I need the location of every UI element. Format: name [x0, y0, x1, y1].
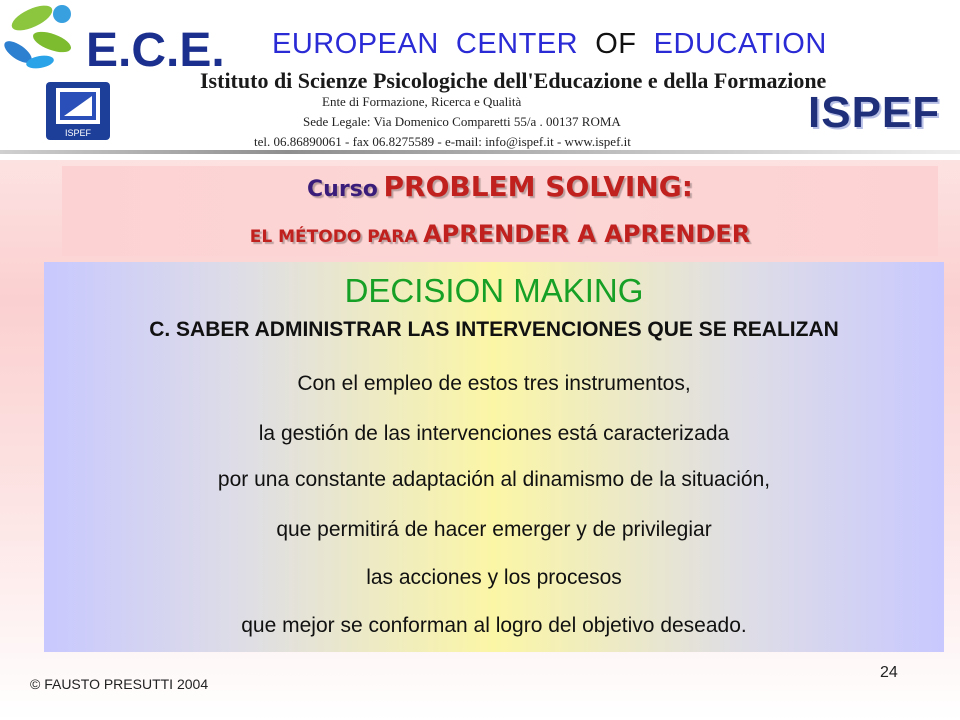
ispef-square-logo [44, 80, 112, 142]
ece-swirl-icon [1, 1, 74, 71]
org-name-word: OF [595, 28, 637, 60]
org-name-word: EDUCATION [653, 28, 827, 60]
course-title-band [62, 166, 938, 256]
paragraph-line: las acciones y los procesos [366, 566, 622, 589]
section-title: DECISION MAKING [344, 272, 644, 309]
ispef-address: Sede Legale: Via Domenico Comparetti 55/a . 00137 ROMA [303, 114, 621, 129]
page-number: 24 [880, 664, 898, 681]
header-divider [0, 150, 960, 154]
paragraph-line: que permitirá de hacer emerger y de privilegiar [276, 518, 712, 541]
copyright-notice: © FAUSTO PRESUTTI 2004 [30, 676, 209, 692]
slide-header [0, 0, 960, 160]
section-subtitle: C. SABER ADMINISTRAR LAS INTERVENCIONES QUE SE REALIZAN [149, 318, 839, 341]
ispef-full-name: Istituto di Scienze Psicologiche dell'Educazione e della Formazione [200, 68, 827, 93]
ispef-box-label: ISPEF [64, 128, 92, 138]
course-method-name: APRENDER A APRENDER [423, 220, 751, 248]
ece-logo-text: E.C.E. [86, 24, 225, 77]
org-name-word: CENTER [455, 28, 579, 60]
course-method-label: EL MÉTODO PARA [249, 227, 418, 247]
content-panel [44, 262, 944, 652]
course-name: PROBLEM SOLVING: [383, 170, 693, 203]
paragraph-line: que mejor se conforman al logro del objetivo deseado. [241, 614, 747, 637]
org-name [272, 28, 827, 61]
org-name-word: EUROPEAN [272, 28, 439, 60]
course-title-line1 [62, 170, 938, 203]
course-title-line2 [62, 220, 938, 248]
ispef-logo-text: ISPEF [808, 88, 941, 137]
ispef-contacts: tel. 06.86890061 - fax 06.8275589 - e-mail: info@ispef.it - www.ispef.it [254, 134, 631, 149]
paragraph-line: por una constante adaptación al dinamismo de la situación, [217, 468, 771, 491]
course-label: Curso [307, 177, 378, 202]
paragraph-line: Con el empleo de estos tres instrumentos, [297, 372, 691, 395]
paragraph-line: la gestión de las intervenciones está caracterizada [258, 422, 730, 445]
ispef-tagline: Ente di Formazione, Ricerca e Qualità [322, 94, 522, 109]
